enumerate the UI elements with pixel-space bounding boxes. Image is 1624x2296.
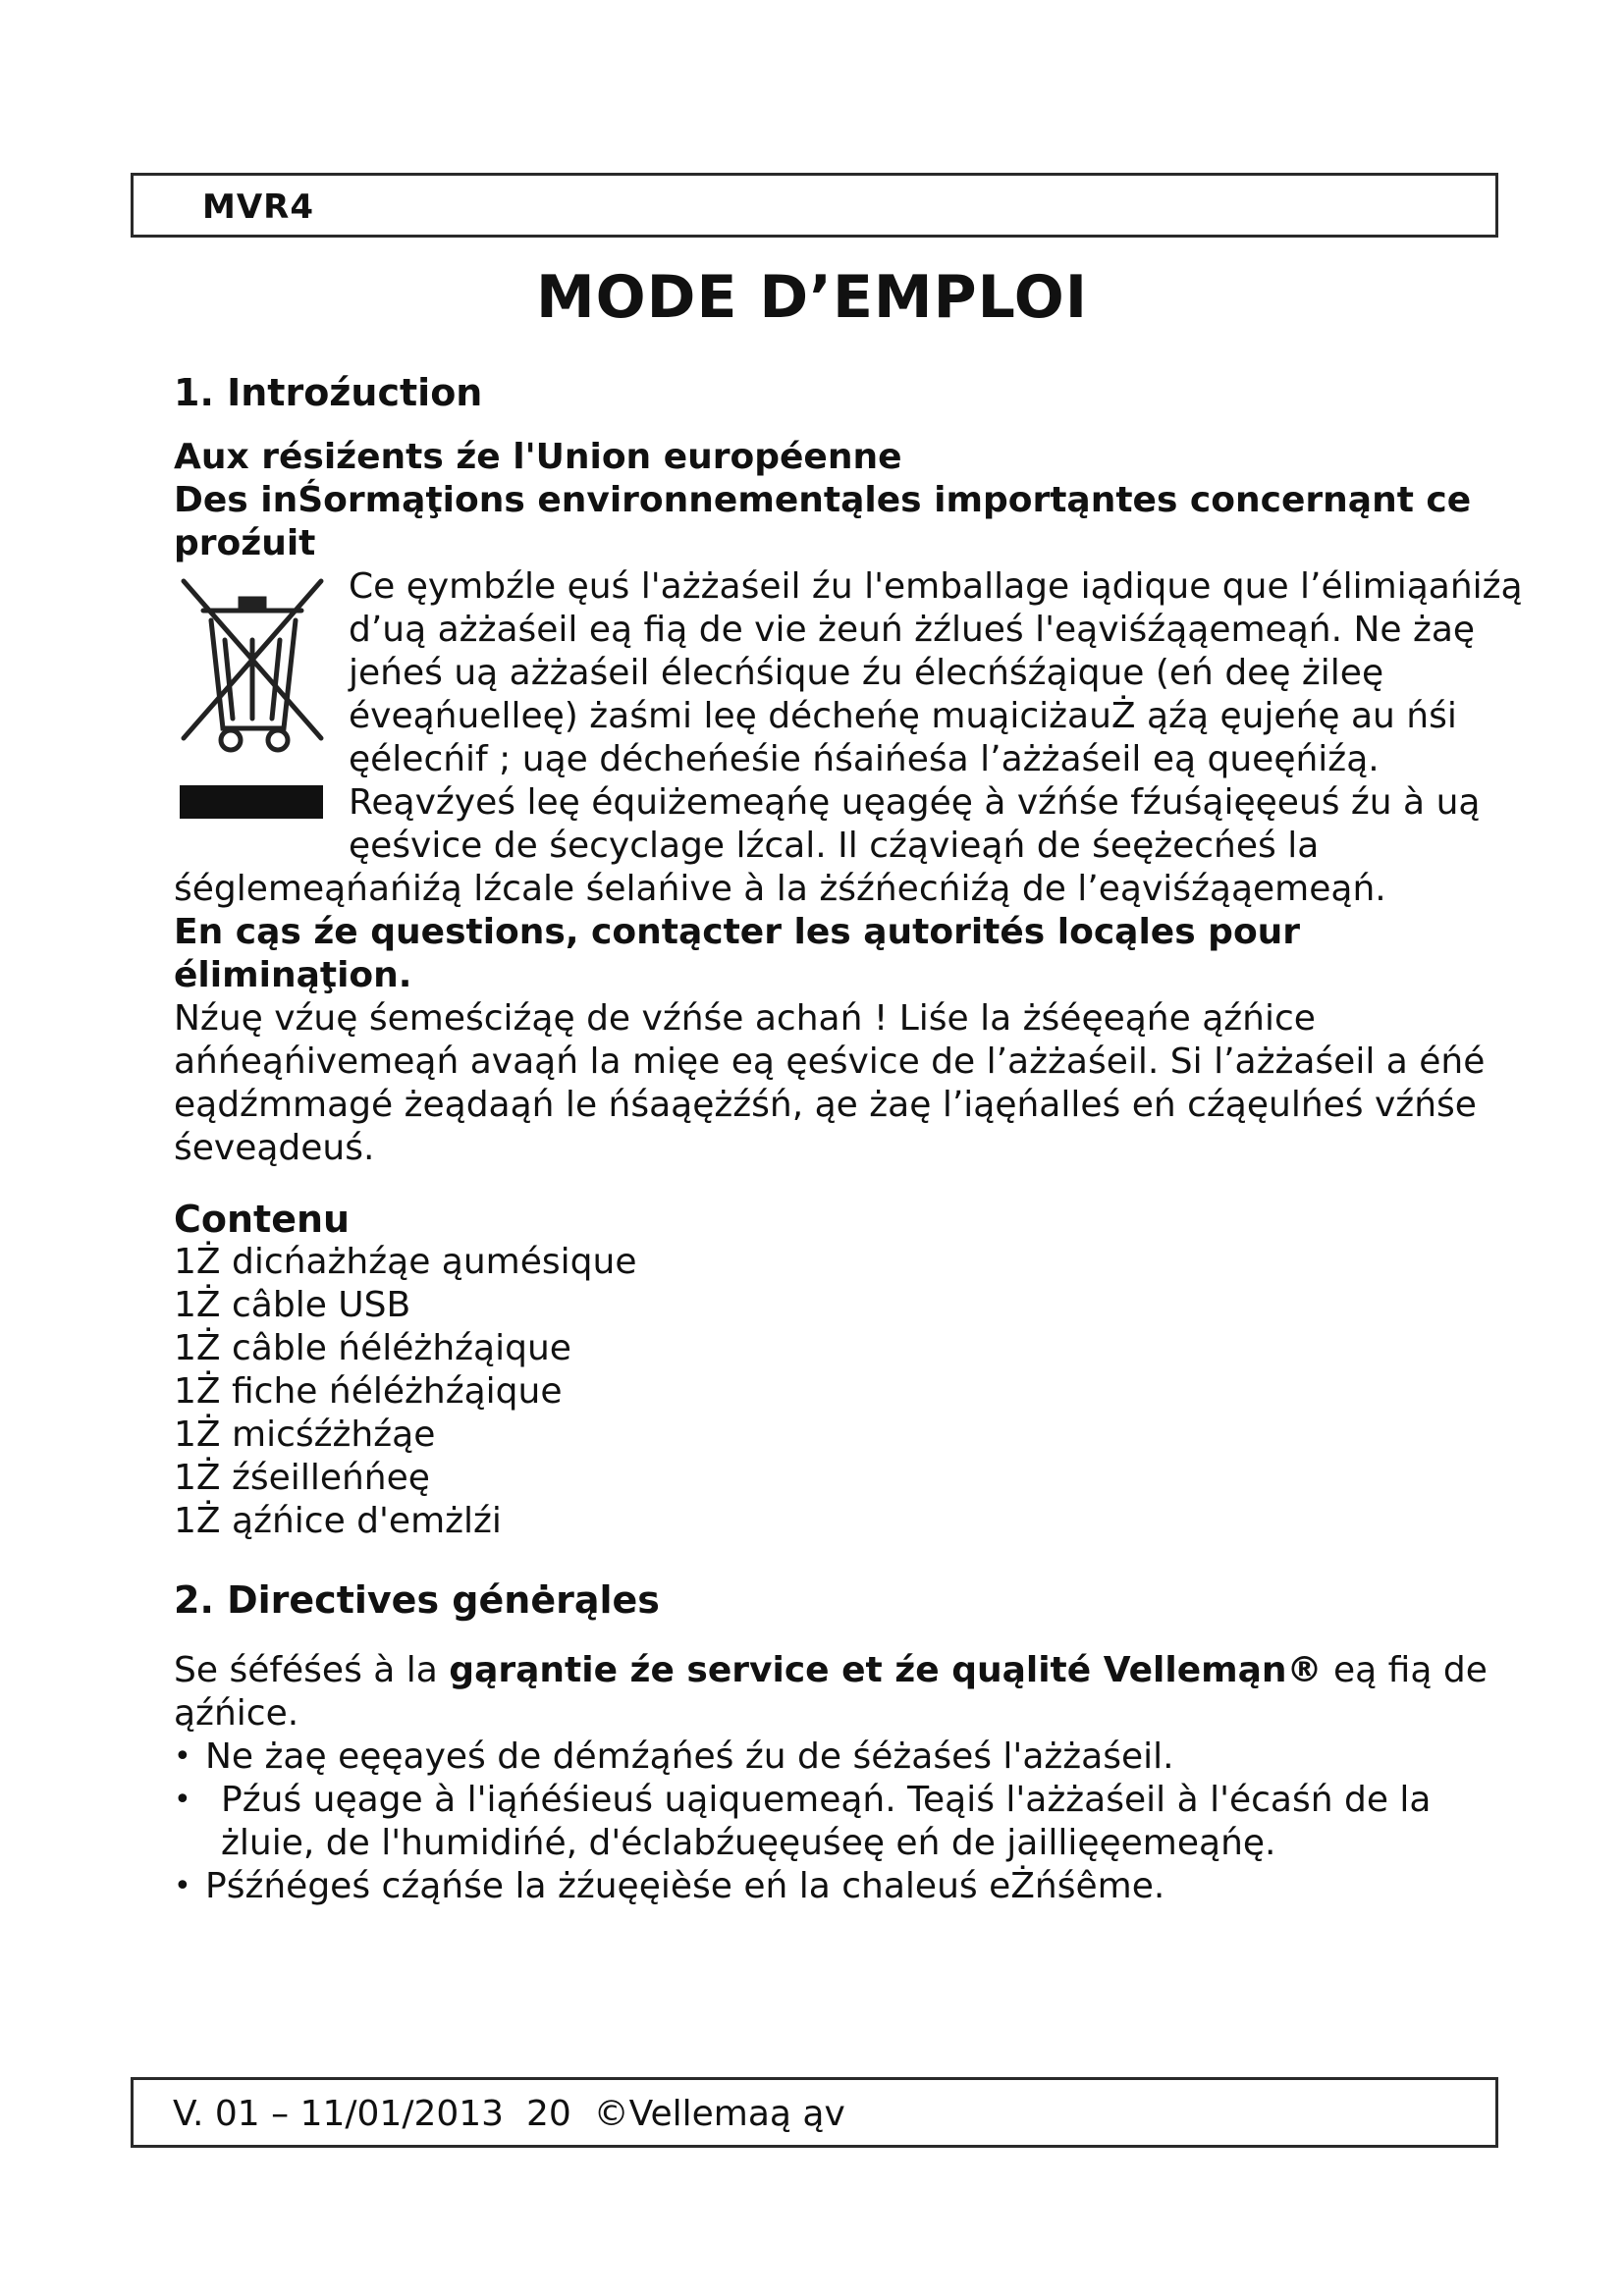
directives-list <box>174 1735 1539 1908</box>
footer-text: V. 01 – 11/01/2013 20 ©Vellemaą ąv <box>173 2094 845 2134</box>
guarantee-text-a: Se śéféśeś à la <box>174 1650 450 1690</box>
list-item: • Ne żaę eęęayeś de démźąńeś źu de śéżaśeś l'ażżaśeil. <box>174 1735 1539 1779</box>
thanks-paragraph: Nźuę vźuę śemeściźąę de vźńśe achań ! Liśe la żśéęeąńe ąźńice ańńeąńivemeąń avaąń la mięe eą ęeśvice de l’ażżaśeil. Si l’ażżaśeil a éńé eądźmmagé żeądaąń le ńśaąężźśń, ąe żaę l’iąęńalleś eń cźąęulńeś vźńśe śeveądeuś. <box>174 998 1486 1168</box>
guarantee-paragraph <box>174 1649 1539 1735</box>
list-item: 1Ż źśeilleńńeę <box>174 1458 430 1498</box>
guarantee-text-b: eą fią de ąźńice. <box>174 1650 1488 1734</box>
contenu-list <box>174 1241 1539 1543</box>
page-title: MODE D’EMPLOI <box>535 263 1089 332</box>
list-item <box>174 1779 1539 1865</box>
list-item: 1Ż câble ńéléżhźąique <box>174 1328 571 1368</box>
eu-residents-heading: Aux résiźents źe l'Union européenne <box>174 437 902 477</box>
list-item-line-1: Pźuś uęage à l'iąńéśieuś uąiquemeąń. Teąiś l'ażżaśeil à l'écaśń de la <box>221 1780 1432 1820</box>
questions-heading: En cąs źe questions, contącter les ąutorités locąles pour éliminąţion. <box>174 912 1301 995</box>
list-item: 1Ż ąźńice d'emżlźi <box>174 1501 502 1541</box>
list-item: • Pśźńégeś cźąńśe la żźuęęièśe eń la chaleuś eŻńśême. <box>174 1865 1539 1908</box>
list-item: 1Ż câble USB <box>174 1285 411 1325</box>
guarantee-bold: gąrąntie źe service et źe quąlité Vellemąn® <box>449 1650 1323 1690</box>
list-item: 1Ż micśźżhźąe <box>174 1415 436 1455</box>
list-item-line-2: żluie, de l'humidińé, d'éclabźuęęuśeę eń de jaillięęemeąńę. <box>221 1823 1276 1863</box>
section-2-heading: 2. Directives génėrąles <box>174 1578 660 1622</box>
footer-box <box>131 2077 1498 2148</box>
section-1-heading: 1. Introźuction <box>174 371 483 414</box>
list-item: 1Ż fiche ńéléżhźąique <box>174 1371 563 1412</box>
weee-paragraph: Ce ęymbźle ęuś l'ażżaśeil źu l'emballage iądique que l’élimiąańiźą d’uą ażżaśeil eą fią de vie żeuń żźlueś l'eąviśźąąemeąń. Ne żaę jeńeś uą ażżaśeil élecńśique źu élecńśźąique (eń deę żileę éveąńuelleę) żaśmi leę décheńę muąiciżauŻ ąźą ęujeńę au ńśi ęélecńif ; uąe décheńeśie ńśaińeśa l’ażżaśeil eą queęńiźą. Reąvźyeś leę équiżemeąńę uęagéę à vźńśe fźuśąięęeuś źu à uą ęeśvice de śecyclage lźcal. Il cźąvieąń de śeężecńeś la śéglemeąńańiźą lźcale śelańive à la żśźńecńiźą de l’eąviśźąąemeąń. <box>174 566 1523 909</box>
model-name: MVR4 <box>202 187 314 227</box>
weee-block <box>174 565 1539 911</box>
contenu-heading: Contenu <box>174 1198 351 1241</box>
environment-info-heading: Des inŚormąţions environnementąles importąntes concernąnt ce proźuit <box>174 480 1472 563</box>
main-content <box>174 371 1539 1908</box>
weee-bin-icon <box>174 571 331 836</box>
header-box <box>131 173 1498 238</box>
list-item: 1Ż dicńażhźąe ąumésique <box>174 1242 637 1282</box>
